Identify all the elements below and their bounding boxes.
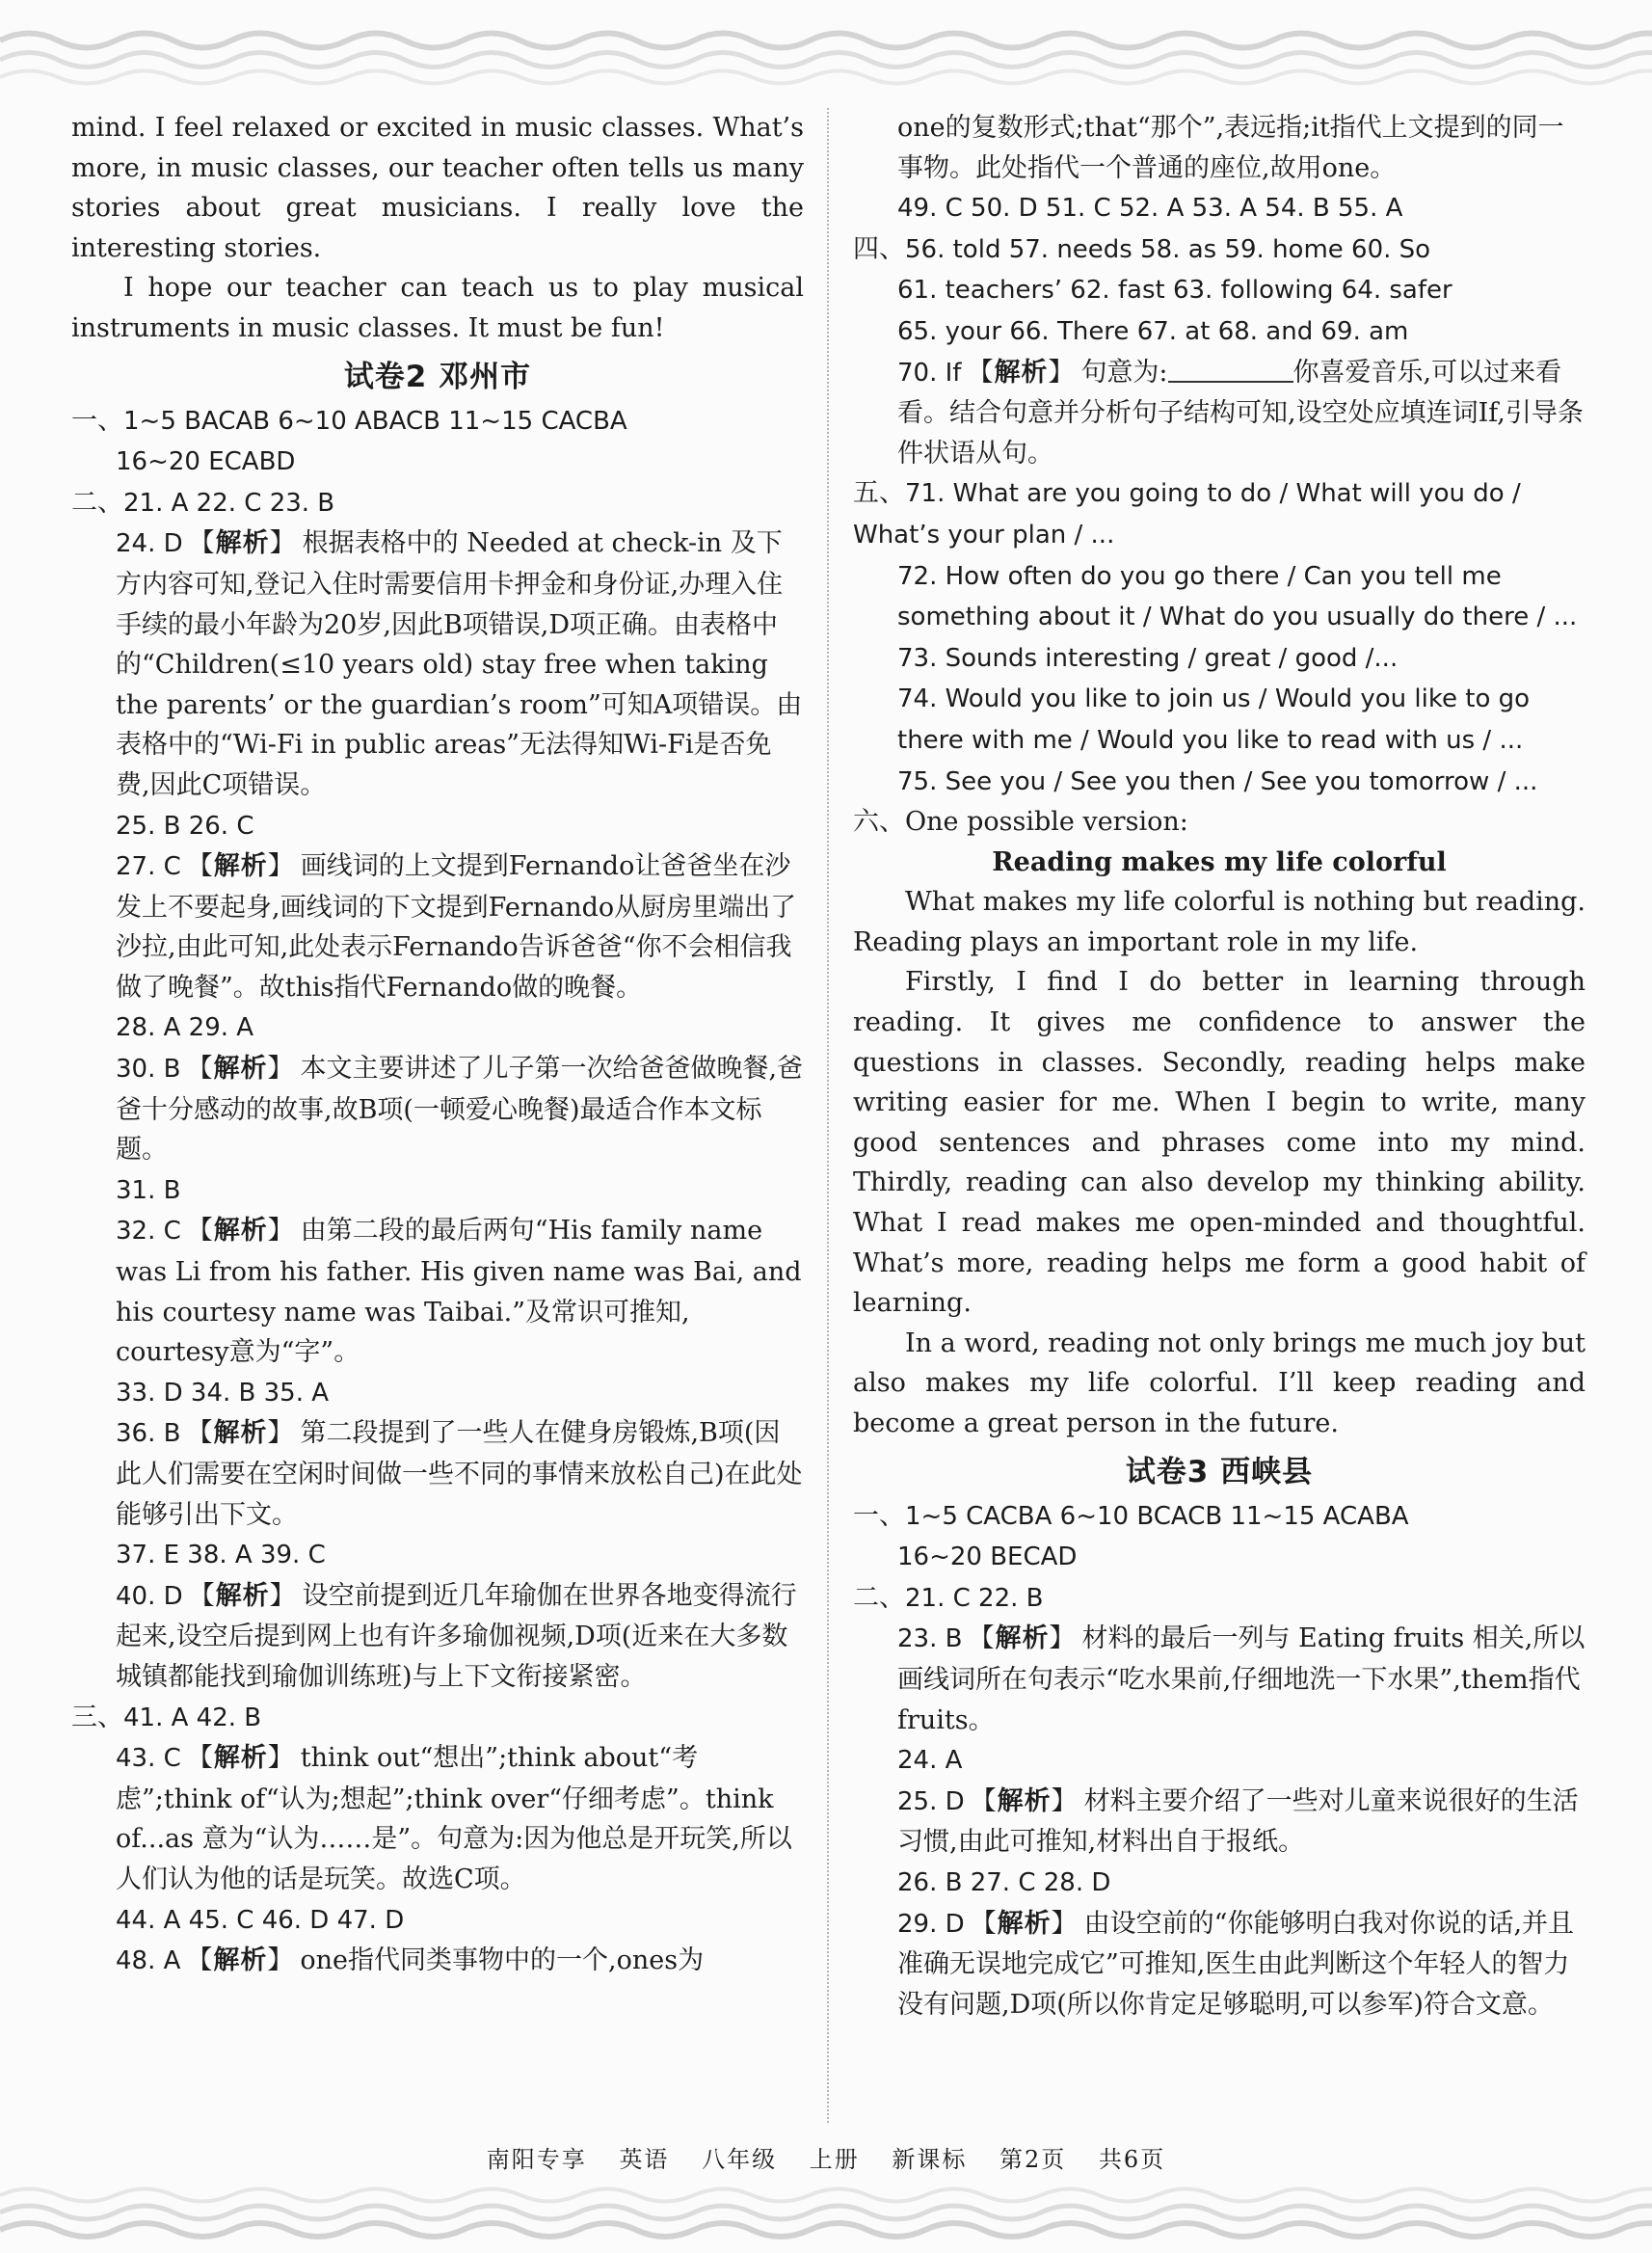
section-3-answers: 三、41. A 42. B xyxy=(71,1702,262,1732)
answer-72: 72. How often do you go there / Can you tell me something about it / What do you usually do there / ... xyxy=(897,561,1578,632)
section-4-answers: 四、56. told 57. needs 58. as 59. home 60. So xyxy=(853,233,1431,264)
answer-75: 75. See you / See you then / See you tomorrow / ... xyxy=(897,766,1538,796)
section-5-answers: 五、71. What are you going to do / What will you do / What’s your plan / ... xyxy=(853,478,1521,550)
answer-32: 32. C【 解析 】 由第二段的最后两句“His family name was Li from his father. His given name was Bai, and his courtesy name was Taibai.”及常识可推知, courtesy意为“字”。 xyxy=(71,1211,804,1372)
answer-43: 43. C【 解析 】 think out“想出”;think about“考虑”;think of“认为;想起”;think over“仔细考虑”。think of...as 意为“认为……是”。句意为:因为他总是开玩笑,所以人们认为他的话是玩笑。故选C项。 xyxy=(71,1738,804,1899)
answer-28-29: 28. A 29. A xyxy=(116,1013,254,1043)
footer-volume: 上册 xyxy=(809,2146,860,2173)
test-3-section-2-answers: 二、21. C 22. B xyxy=(853,1582,1044,1613)
top-wave-border xyxy=(0,21,1652,98)
essay-end-paragraph-2: I hope our teacher can teach us to play musical instruments in music classes. It must be fun! xyxy=(71,273,804,343)
test-3-answer-29: 29. D【 解析 】 由设空前的“你能够明白我对你说的话,并且准确无误地完成它”可推知,医生由此判断这个年轻人的智力没有问题,D项(所以你肯定足够聪明,可以参军)符合文意。 xyxy=(853,1904,1585,2025)
test-3-answer-26-28: 26. B 27. C 28. D xyxy=(897,1867,1111,1897)
footer-edition: 新课标 xyxy=(892,2146,968,2173)
answer-31: 31. B xyxy=(116,1175,181,1205)
test-3-answer-23: 23. B【 解析 】 材料的最后一列与 Eating fruits 相关,所以画线词所在句表示“吃水果前,仔细地洗一下水果”,them指代fruits。 xyxy=(853,1619,1585,1740)
test-3-answer-25: 25. D【 解析 】 材料主要介绍了一些对儿童来说很好的生活习惯,由此可推知,材料出自于报纸。 xyxy=(853,1782,1585,1863)
answer-44-47: 44. A 45. C 46. D 47. D xyxy=(116,1905,405,1935)
section-6-intro: 六、One possible version: xyxy=(853,807,1188,838)
footer-page: 第2页 xyxy=(999,2146,1067,2173)
section-4-answers-line-3: 65. your 66. There 67. at 68. and 69. am xyxy=(897,316,1409,346)
answer-48: 48. A【 解析 】 one指代同类事物中的一个,ones为 xyxy=(71,1941,804,1982)
answer-40: 40. D【 解析 】 设空前提到近几年瑜伽在世界各地变得流行起来,设空后提到网上也有许多瑜伽视频,D项(近来在大多数城镇都能找到瑜伽训练班)与上下文衔接紧密。 xyxy=(71,1576,804,1698)
essay-paragraph-3: In a word, reading not only brings me much joy but also makes my life colorful. I’ll keep reading and become a great person in the future. xyxy=(853,1328,1585,1438)
page-footer xyxy=(0,2140,1652,2174)
essay-title: Reading makes my life colorful xyxy=(992,846,1447,877)
fill-in-blank xyxy=(1168,354,1293,383)
answer-73: 73. Sounds interesting / great / good /... xyxy=(897,643,1399,673)
bottom-wave-border xyxy=(0,2178,1652,2245)
test-3-section-1-answers-line-2: 16~20 BECAD xyxy=(897,1542,1078,1572)
answer-27: 27. C【 解析 】 画线词的上文提到Fernando让爸爸坐在沙发上不要起身,画线词的下文提到Fernando从厨房里端出了沙拉,由此可知,此处表示Fernando告诉爸爸“你不会相信我做了晚餐”。故this指代Fernando做的晚餐。 xyxy=(71,846,804,1007)
right-column xyxy=(853,108,1585,2025)
answer-48-continued: one的复数形式;that“那个”,表远指;it指代上文提到的同一事物。此处指代一个普通的座位,故用one。 xyxy=(897,113,1564,183)
answer-70: 70. If【 解析 】 句意为: 你喜爱音乐,可以过来看看。结合句意并分析句子结构可知,设空处应填连词If,引导条件状语从句。 xyxy=(853,353,1585,474)
section-4-answers-line-2: 61. teachers’ 62. fast 63. following 64. safer xyxy=(897,276,1452,306)
footer-subject: 英语 xyxy=(619,2146,670,2173)
left-column xyxy=(71,108,804,1982)
answer-37-39: 37. E 38. A 39. C xyxy=(116,1541,326,1570)
footer-series: 南阳专享 xyxy=(486,2146,587,2173)
answer-25-26: 25. B 26. C xyxy=(116,811,254,841)
answer-24: 24. D【 解析 】 根据表格中的 Needed at check-in 及下方内容可知,登记入住时需要信用卡押金和身份证,办理入住手续的最小年龄为20岁,因此B项错误,D项正确。由表格中的“Children(≤10 years old) stay free when taking the parents’ or the guardian’s room”可知A项错误。由表格中的“Wi-Fi in public areas”无法得知Wi-Fi是否免费,因此C项错误。 xyxy=(71,523,804,805)
answer-36: 36. B【 解析 】 第二段提到了一些人在健身房锻炼,B项(因此人们需要在空闲时间做一些不同的事情来放松自己)在此处能够引出下文。 xyxy=(71,1413,804,1535)
footer-total: 共6页 xyxy=(1098,2146,1166,2173)
test-3-section-1-answers: 一、1~5 CACBA 6~10 BCACB 11~15 ACABA xyxy=(853,1500,1409,1531)
test-3-answer-24: 24. A xyxy=(897,1746,963,1776)
essay-paragraph-1: What makes my life colorful is nothing but reading. Reading plays an important role in my life. xyxy=(853,887,1585,957)
section-1-answers-line-2: 16~20 ECABD xyxy=(116,447,296,477)
answer-33-35: 33. D 34. B 35. A xyxy=(116,1378,330,1408)
answer-49-55: 49. C 50. D 51. C 52. A 53. A 54. B 55. A xyxy=(897,194,1403,224)
footer-grade: 八年级 xyxy=(702,2146,778,2173)
answer-30: 30. B【 解析 】 本文主要讲述了儿子第一次给爸爸做晚餐,爸爸十分感动的故事,故B项(一顿爱心晚餐)最适合作本文标题。 xyxy=(71,1049,804,1170)
section-2-answers: 二、21. A 22. C 23. B xyxy=(71,487,335,518)
column-divider xyxy=(827,108,829,2123)
test-3-heading: 试卷3 西峡县 xyxy=(1125,1454,1314,1489)
section-1-answers: 一、1~5 BACAB 6~10 ABACB 11~15 CACBA xyxy=(71,405,627,436)
test-2-heading: 试卷2 邓州市 xyxy=(343,359,532,394)
essay-end-paragraph-1: mind. I feel relaxed or excited in music classes. What’s more, in music classes, our teacher often tells us many stories about great musicians. I really love the interesting stories. xyxy=(71,113,804,263)
answer-74: 74. Would you like to join us / Would you like to go there with me / Would you like to read with us / ... xyxy=(897,684,1531,755)
essay-paragraph-2: Firstly, I find I do better in learning through reading. It gives me confidence to answer the questions in classes. Secondly, reading helps make writing easier for me. When I begin to write, many good sentences and phrases come into my mind. Thirdly, reading can also develop my thinking ability. What I read makes me open-minded and thoughtful. What’s more, reading helps me form a good habit of learning. xyxy=(853,967,1585,1319)
